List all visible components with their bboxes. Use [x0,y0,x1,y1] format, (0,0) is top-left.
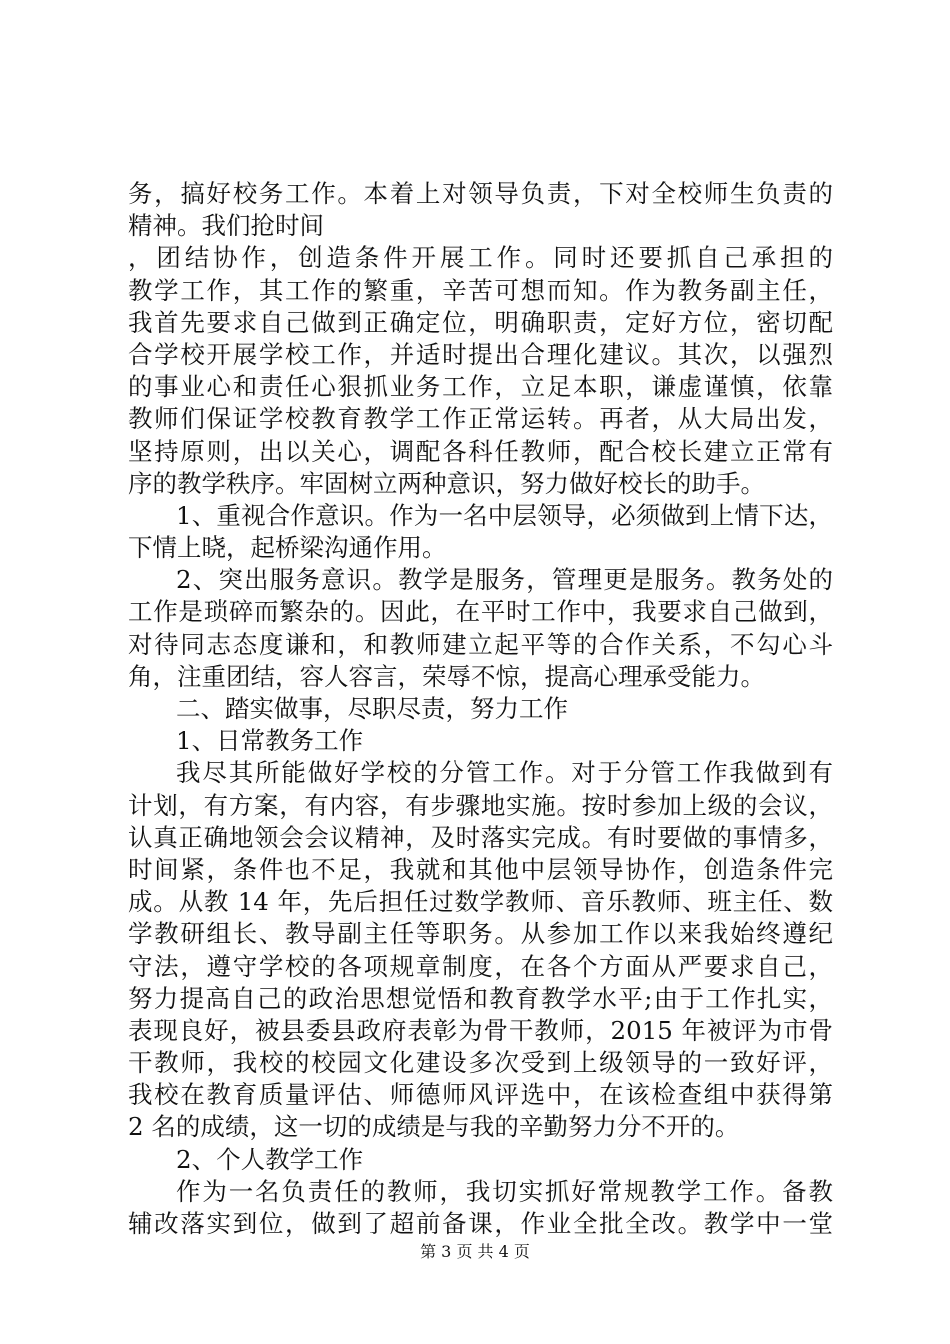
text-line: 教学工作，其工作的繁重，辛苦可想而知。作为教务副主任， [128,275,833,305]
text-line: 守法，遵守学校的各项规章制度，在各个方面从严要求自己， [128,951,833,981]
text-line: 我校在教育质量评估、师德师风评选中，在该检查组中获得第 [128,1080,833,1110]
text-line: 时间紧，条件也不足，我就和其他中层领导协作，创造条件完 [128,854,833,884]
text-line: 对待同志态度谦和，和教师建立起平等的合作关系，不勾心斗 [128,629,833,659]
text-line: 工作是琐碎而繁杂的。因此，在平时工作中，我要求自己做到， [128,597,833,627]
text-line: 下情上晓，起桥梁沟通作用。 [128,533,447,563]
text-line: 务，搞好校务工作。本着上对领导负责，下对全校师生负责的 [128,179,833,208]
text-line: 2、突出服务意识。教学是服务，管理更是服务。教务处的 [176,565,833,595]
text-line: 干教师，我校的校园文化建设多次受到上级领导的一致好评， [128,1048,833,1078]
text-line: 学教研组长、教导副主任等职务。从参加工作以来我始终遵纪 [128,919,833,949]
text-line: 我首先要求自己做到正确定位，明确职责，定好方位，密切配 [128,307,833,337]
page-footer: 第 3 页 共 4 页 [420,1242,530,1261]
text-line: 成。从教 14 年，先后担任过数学教师、音乐教师、班主任、数 [128,887,833,917]
text-line: 角，注重团结，容人容言，荣辱不惊，提高心理承受能力。 [128,661,765,691]
text-line: 作为一名负责任的教师，我切实抓好常规教学工作。备教 [176,1176,833,1206]
text-line: 精神。我们抢时间 [128,211,324,241]
document-body [128,178,833,1240]
text-line: 努力提高自己的政治思想觉悟和教育教学水平;由于工作扎实， [128,983,833,1013]
text-line: 辅改落实到位，做到了超前备课，作业全批全改。教学中一堂 [128,1209,833,1238]
text-line: 坚持原则，出以关心，调配各科任教师，配合校长建立正常有 [128,436,833,466]
text-line: ，团结协作，创造条件开展工作。同时还要抓自己承担的 [128,243,833,273]
text-line: 表现良好，被县委县政府表彰为骨干教师，2015 年被评为市骨 [128,1015,833,1045]
text-line: 的事业心和责任心狠抓业务工作，立足本职，谦虚谨慎，依靠 [128,372,833,402]
text-line: 计划，有方案，有内容，有步骤地实施。按时参加上级的会议， [128,790,833,820]
text-line: 1、日常教务工作 [176,726,364,756]
text-line: 序的教学秩序。牢固树立两种意识，努力做好校长的助手。 [128,468,765,498]
text-line: 合学校开展学校工作，并适时提出合理化建议。其次，以强烈 [128,339,833,369]
text-line: 2、个人教学工作 [176,1144,364,1174]
text-line: 2 名的成绩，这一切的成绩是与我的辛勤努力分不开的。 [128,1112,740,1142]
text-line: 我尽其所能做好学校的分管工作。对于分管工作我做到有 [176,758,833,788]
text-line: 认真正确地领会会议精神，及时落实完成。有时要做的事情多， [128,822,833,852]
text-line: 1、重视合作意识。作为一名中层领导，必须做到上情下达， [176,500,833,530]
text-line: 二、踏实做事，尽职尽责，努力工作 [176,694,568,723]
text-line: 教师们保证学校教育教学工作正常运转。再者，从大局出发， [128,404,833,434]
